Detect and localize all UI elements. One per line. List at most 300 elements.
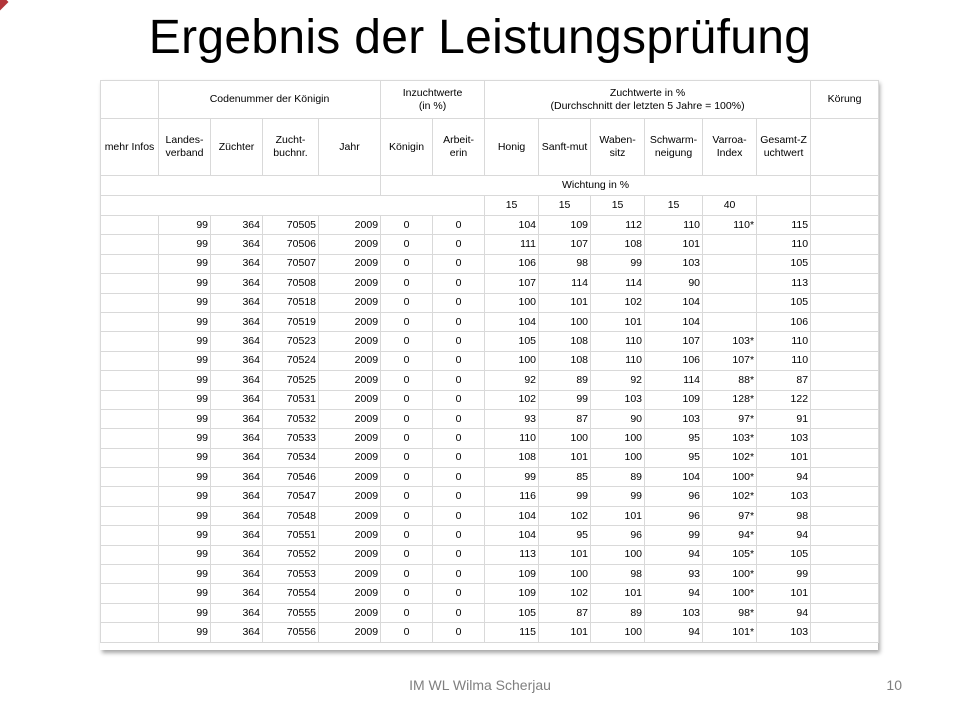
table-row <box>101 506 879 525</box>
table-cell: 101 <box>591 312 645 331</box>
table-cell: 2009 <box>319 584 381 603</box>
cell-koerung <box>811 409 879 428</box>
table-cell: 99 <box>159 506 211 525</box>
cell-mehr-infos <box>101 409 159 428</box>
table-cell: 101 <box>539 545 591 564</box>
table-cell: 101 <box>539 623 591 642</box>
table-cell: 0 <box>381 235 433 254</box>
column-wabensitz: Waben-sitz <box>591 119 645 176</box>
table-cell: 0 <box>381 487 433 506</box>
table-cell: 99 <box>159 254 211 273</box>
table-cell: 99 <box>159 409 211 428</box>
table-cell: 2009 <box>319 371 381 390</box>
table-cell: 0 <box>381 526 433 545</box>
table-cell: 104 <box>485 506 539 525</box>
table-cell: 105 <box>757 293 811 312</box>
table-cell: 108 <box>485 448 539 467</box>
table-cell: 94 <box>757 526 811 545</box>
table-cell: 0 <box>381 545 433 564</box>
table-cell: 0 <box>381 409 433 428</box>
table-cell: 364 <box>211 312 263 331</box>
cell-koerung <box>811 429 879 448</box>
cell-koerung <box>811 526 879 545</box>
table-cell: 100* <box>703 468 757 487</box>
table-cell: 96 <box>645 487 703 506</box>
table-cell: 99 <box>159 584 211 603</box>
table-cell: 99 <box>159 371 211 390</box>
table-cell: 99 <box>159 487 211 506</box>
table-cell: 0 <box>433 506 485 525</box>
table-cell: 364 <box>211 390 263 409</box>
wichtung-label-row <box>101 176 879 196</box>
table-cell: 107* <box>703 351 757 370</box>
table-cell: 70523 <box>263 332 319 351</box>
table-cell: 97* <box>703 506 757 525</box>
table-cell: 2009 <box>319 332 381 351</box>
table-cell: 87 <box>539 603 591 622</box>
table-cell: 108 <box>591 235 645 254</box>
table-cell: 0 <box>381 274 433 293</box>
table-cell: 100 <box>591 429 645 448</box>
table-cell: 112 <box>591 216 645 235</box>
column-header-row <box>101 119 879 176</box>
table-cell: 89 <box>539 371 591 390</box>
table-cell: 0 <box>433 448 485 467</box>
table-cell: 364 <box>211 235 263 254</box>
table-cell: 113 <box>485 545 539 564</box>
table-cell: 2009 <box>319 254 381 273</box>
table-cell: 99 <box>159 545 211 564</box>
table-cell: 100 <box>485 293 539 312</box>
table-cell: 105 <box>485 332 539 351</box>
cell-mehr-infos <box>101 584 159 603</box>
table-cell: 0 <box>433 409 485 428</box>
table-cell: 99 <box>539 487 591 506</box>
table-cell: 114 <box>591 274 645 293</box>
cell-koerung <box>811 351 879 370</box>
table-cell: 70554 <box>263 584 319 603</box>
table-cell: 103 <box>757 429 811 448</box>
table-cell: 2009 <box>319 468 381 487</box>
table-cell: 100 <box>591 448 645 467</box>
table-cell <box>703 235 757 254</box>
table-cell: 89 <box>591 468 645 487</box>
cell-koerung <box>811 216 879 235</box>
table-cell: 104 <box>485 216 539 235</box>
table-cell: 110 <box>485 429 539 448</box>
table-cell: 93 <box>645 565 703 584</box>
table-cell: 108 <box>539 351 591 370</box>
table-cell: 0 <box>381 623 433 642</box>
cell-koerung <box>811 584 879 603</box>
table-cell: 93 <box>485 409 539 428</box>
cell-koerung <box>811 254 879 273</box>
table-cell: 87 <box>539 409 591 428</box>
table-cell: 99 <box>159 274 211 293</box>
table-cell: 97* <box>703 409 757 428</box>
wichtung-empty-cell <box>101 176 381 196</box>
table-cell: 107 <box>539 235 591 254</box>
cell-koerung <box>811 623 879 642</box>
column-sanftmut: Sanft-mut <box>539 119 591 176</box>
table-cell: 115 <box>485 623 539 642</box>
table-cell: 114 <box>539 274 591 293</box>
table-cell: 70552 <box>263 545 319 564</box>
table-cell: 103* <box>703 429 757 448</box>
table-cell: 102* <box>703 487 757 506</box>
wichtung-label: Wichtung in % <box>381 176 811 196</box>
table-cell: 364 <box>211 351 263 370</box>
table-cell: 113 <box>757 274 811 293</box>
table-cell: 2009 <box>319 545 381 564</box>
table-row <box>101 468 879 487</box>
table-cell: 98 <box>757 506 811 525</box>
table-cell: 104 <box>645 312 703 331</box>
table-cell: 101 <box>757 448 811 467</box>
column-landesverband: Landes-verband <box>159 119 211 176</box>
table-row <box>101 623 879 642</box>
cell-koerung <box>811 293 879 312</box>
table-cell: 88* <box>703 371 757 390</box>
table-cell: 70507 <box>263 254 319 273</box>
table-cell: 364 <box>211 603 263 622</box>
table-cell: 110* <box>703 216 757 235</box>
table-cell: 2009 <box>319 312 381 331</box>
table-cell: 70546 <box>263 468 319 487</box>
cell-koerung <box>811 545 879 564</box>
table-cell: 2009 <box>319 409 381 428</box>
table-cell: 116 <box>485 487 539 506</box>
table-row <box>101 390 879 409</box>
column-zuechter: Züchter <box>211 119 263 176</box>
column-schwarmneigung: Schwarm-neigung <box>645 119 703 176</box>
header-codenummer: Codenummer der Königin <box>159 81 381 119</box>
table-cell: 0 <box>433 390 485 409</box>
table-cell: 101 <box>539 448 591 467</box>
table-cell: 109 <box>539 216 591 235</box>
cell-koerung <box>811 565 879 584</box>
cell-koerung <box>811 603 879 622</box>
table-cell: 364 <box>211 487 263 506</box>
table-cell: 99 <box>159 216 211 235</box>
wichtung-koerung-empty <box>811 196 879 216</box>
cell-mehr-infos <box>101 487 159 506</box>
table-cell: 0 <box>381 332 433 351</box>
table-cell: 101 <box>645 235 703 254</box>
table-cell: 102 <box>539 584 591 603</box>
table-cell: 99 <box>159 623 211 642</box>
table-cell: 128* <box>703 390 757 409</box>
column-mehr-infos: mehr Infos <box>101 119 159 176</box>
table-cell: 2009 <box>319 293 381 312</box>
table-cell: 109 <box>645 390 703 409</box>
table-row <box>101 332 879 351</box>
table-cell: 364 <box>211 293 263 312</box>
table-cell: 99 <box>757 565 811 584</box>
table-row <box>101 216 879 235</box>
wichtung-varroa: 40 <box>703 196 757 216</box>
cell-mehr-infos <box>101 429 159 448</box>
table-cell: 364 <box>211 545 263 564</box>
table-cell: 364 <box>211 623 263 642</box>
table-cell: 2009 <box>319 487 381 506</box>
table-cell: 0 <box>433 584 485 603</box>
table-cell: 364 <box>211 371 263 390</box>
table-cell: 0 <box>433 274 485 293</box>
footer-author: IM WL Wilma Scherjau <box>409 677 551 693</box>
table-cell: 99 <box>159 235 211 254</box>
wichtung-gesamt-empty <box>757 196 811 216</box>
table-cell: 100 <box>539 312 591 331</box>
table-cell: 70531 <box>263 390 319 409</box>
table-cell <box>703 293 757 312</box>
table-row <box>101 293 879 312</box>
cell-mehr-infos <box>101 254 159 273</box>
cell-mehr-infos <box>101 216 159 235</box>
table-cell: 110 <box>591 351 645 370</box>
table-cell: 104 <box>645 468 703 487</box>
table-cell: 101* <box>703 623 757 642</box>
wichtung-empty-end <box>811 176 879 196</box>
column-honig: Honig <box>485 119 539 176</box>
table-cell <box>703 274 757 293</box>
table-cell: 0 <box>381 584 433 603</box>
table-cell: 0 <box>433 332 485 351</box>
column-arbeiterin: Arbeit-erin <box>433 119 485 176</box>
column-gesamtzuchtwert: Gesamt-Zuchtwert <box>757 119 811 176</box>
table-cell: 99 <box>591 487 645 506</box>
table-cell: 70547 <box>263 487 319 506</box>
table-cell: 103 <box>645 254 703 273</box>
results-table <box>100 80 879 643</box>
table-row <box>101 312 879 331</box>
table-cell: 2009 <box>319 235 381 254</box>
cell-mehr-infos <box>101 293 159 312</box>
table-cell: 70518 <box>263 293 319 312</box>
table-cell: 107 <box>485 274 539 293</box>
table-cell: 2009 <box>319 390 381 409</box>
table-cell: 102 <box>539 506 591 525</box>
table-cell: 0 <box>381 390 433 409</box>
wichtung-honig: 15 <box>485 196 539 216</box>
cell-mehr-infos <box>101 506 159 525</box>
cell-koerung <box>811 312 879 331</box>
table-cell: 99 <box>159 468 211 487</box>
table-row <box>101 448 879 467</box>
cell-mehr-infos <box>101 623 159 642</box>
table-cell: 70533 <box>263 429 319 448</box>
table-cell: 2009 <box>319 274 381 293</box>
table-cell: 105 <box>757 254 811 273</box>
table-cell: 103 <box>645 603 703 622</box>
table-cell: 2009 <box>319 506 381 525</box>
table-cell: 0 <box>381 565 433 584</box>
table-cell: 364 <box>211 254 263 273</box>
table-cell: 0 <box>381 468 433 487</box>
table-cell: 110 <box>757 351 811 370</box>
table-cell: 70534 <box>263 448 319 467</box>
table-cell: 0 <box>381 293 433 312</box>
table-cell: 0 <box>433 545 485 564</box>
table-cell: 106 <box>757 312 811 331</box>
table-cell: 0 <box>433 429 485 448</box>
table-cell: 96 <box>645 506 703 525</box>
table-cell: 2009 <box>319 565 381 584</box>
table-cell: 87 <box>757 371 811 390</box>
table-row <box>101 487 879 506</box>
table-cell: 99 <box>159 603 211 622</box>
table-cell: 90 <box>591 409 645 428</box>
table-cell: 100 <box>539 565 591 584</box>
table-cell: 102* <box>703 448 757 467</box>
cell-koerung <box>811 448 879 467</box>
cell-koerung <box>811 487 879 506</box>
table-cell: 100* <box>703 565 757 584</box>
header-zuchtwerte: Zuchtwerte in % (Durchschnitt der letzten 5 Jahre = 100%) <box>485 81 811 119</box>
wichtung-wabensitz: 15 <box>591 196 645 216</box>
table-cell: 104 <box>645 293 703 312</box>
table-cell: 103 <box>757 623 811 642</box>
table-cell: 0 <box>381 448 433 467</box>
header-inzuchtwerte: Inzuchtwerte (in %) <box>381 81 485 119</box>
cell-mehr-infos <box>101 448 159 467</box>
table-cell: 95 <box>645 448 703 467</box>
table-cell: 115 <box>757 216 811 235</box>
table-cell: 0 <box>381 429 433 448</box>
column-zuchtbuchnr: Zucht-buchnr. <box>263 119 319 176</box>
table-cell: 98 <box>539 254 591 273</box>
wichtung-values-empty <box>101 196 485 216</box>
column-koenigin: Königin <box>381 119 433 176</box>
table-cell: 99 <box>645 526 703 545</box>
table-cell: 99 <box>159 351 211 370</box>
table-cell: 364 <box>211 468 263 487</box>
table-cell: 2009 <box>319 623 381 642</box>
table-cell: 100 <box>591 623 645 642</box>
table-cell: 100 <box>591 545 645 564</box>
table-cell: 70532 <box>263 409 319 428</box>
table-cell: 0 <box>433 351 485 370</box>
table-cell: 122 <box>757 390 811 409</box>
page-number: 10 <box>886 677 902 693</box>
header-koerung: Körung <box>811 81 879 119</box>
table-cell: 99 <box>159 448 211 467</box>
table-cell: 103 <box>757 487 811 506</box>
table-cell: 98* <box>703 603 757 622</box>
table-row <box>101 254 879 273</box>
table-cell: 0 <box>381 312 433 331</box>
table-cell: 70551 <box>263 526 319 545</box>
table-cell: 99 <box>159 332 211 351</box>
table-cell: 0 <box>433 623 485 642</box>
page-title: Ergebnis der Leistungsprüfung <box>148 11 812 64</box>
table-cell: 89 <box>591 603 645 622</box>
table-cell: 99 <box>159 429 211 448</box>
table-cell: 102 <box>485 390 539 409</box>
table-row <box>101 526 879 545</box>
table-cell: 91 <box>757 409 811 428</box>
table-cell: 100 <box>485 351 539 370</box>
table-cell: 94 <box>645 623 703 642</box>
table-cell: 95 <box>539 526 591 545</box>
cell-koerung <box>811 506 879 525</box>
table-cell: 103* <box>703 332 757 351</box>
table-cell <box>703 254 757 273</box>
table-cell: 85 <box>539 468 591 487</box>
cell-mehr-infos <box>101 274 159 293</box>
table-cell: 94 <box>645 584 703 603</box>
table-cell: 105* <box>703 545 757 564</box>
table-cell: 106 <box>485 254 539 273</box>
table-cell: 99 <box>159 526 211 545</box>
table-cell: 70553 <box>263 565 319 584</box>
table-cell: 107 <box>645 332 703 351</box>
table-cell: 94 <box>757 603 811 622</box>
table-cell: 70519 <box>263 312 319 331</box>
table-cell: 94 <box>757 468 811 487</box>
table-cell: 364 <box>211 429 263 448</box>
table-row <box>101 235 879 254</box>
table-cell: 0 <box>433 254 485 273</box>
table-cell: 2009 <box>319 448 381 467</box>
table-cell: 2009 <box>319 351 381 370</box>
cell-mehr-infos <box>101 371 159 390</box>
table-cell: 0 <box>433 565 485 584</box>
table-cell: 0 <box>433 603 485 622</box>
table-row <box>101 351 879 370</box>
cell-koerung <box>811 332 879 351</box>
table-cell: 364 <box>211 274 263 293</box>
table-cell: 101 <box>757 584 811 603</box>
table-cell: 109 <box>485 565 539 584</box>
table-cell: 0 <box>381 351 433 370</box>
cell-koerung <box>811 371 879 390</box>
table-cell: 114 <box>645 371 703 390</box>
table-cell: 94* <box>703 526 757 545</box>
wichtung-sanftmut: 15 <box>539 196 591 216</box>
cell-mehr-infos <box>101 332 159 351</box>
cell-koerung <box>811 274 879 293</box>
table-row <box>101 565 879 584</box>
table-cell: 0 <box>433 235 485 254</box>
table-cell: 2009 <box>319 603 381 622</box>
table-row <box>101 429 879 448</box>
table-cell: 364 <box>211 216 263 235</box>
table-cell: 70508 <box>263 274 319 293</box>
cell-mehr-infos <box>101 468 159 487</box>
cell-koerung <box>811 390 879 409</box>
table-cell: 0 <box>381 506 433 525</box>
wichtung-values-row <box>101 196 879 216</box>
table-cell: 99 <box>591 254 645 273</box>
group-header-row <box>101 81 879 119</box>
table-cell: 0 <box>433 526 485 545</box>
table-cell: 364 <box>211 584 263 603</box>
table-cell: 70556 <box>263 623 319 642</box>
table-cell: 0 <box>433 216 485 235</box>
table-cell: 99 <box>159 293 211 312</box>
table-row <box>101 371 879 390</box>
cell-koerung <box>811 468 879 487</box>
table-cell: 0 <box>433 293 485 312</box>
table-cell: 94 <box>645 545 703 564</box>
table-cell: 101 <box>591 584 645 603</box>
table-cell <box>703 312 757 331</box>
table-cell: 95 <box>645 429 703 448</box>
table-cell: 102 <box>591 293 645 312</box>
table-cell: 99 <box>539 390 591 409</box>
table-cell: 70524 <box>263 351 319 370</box>
